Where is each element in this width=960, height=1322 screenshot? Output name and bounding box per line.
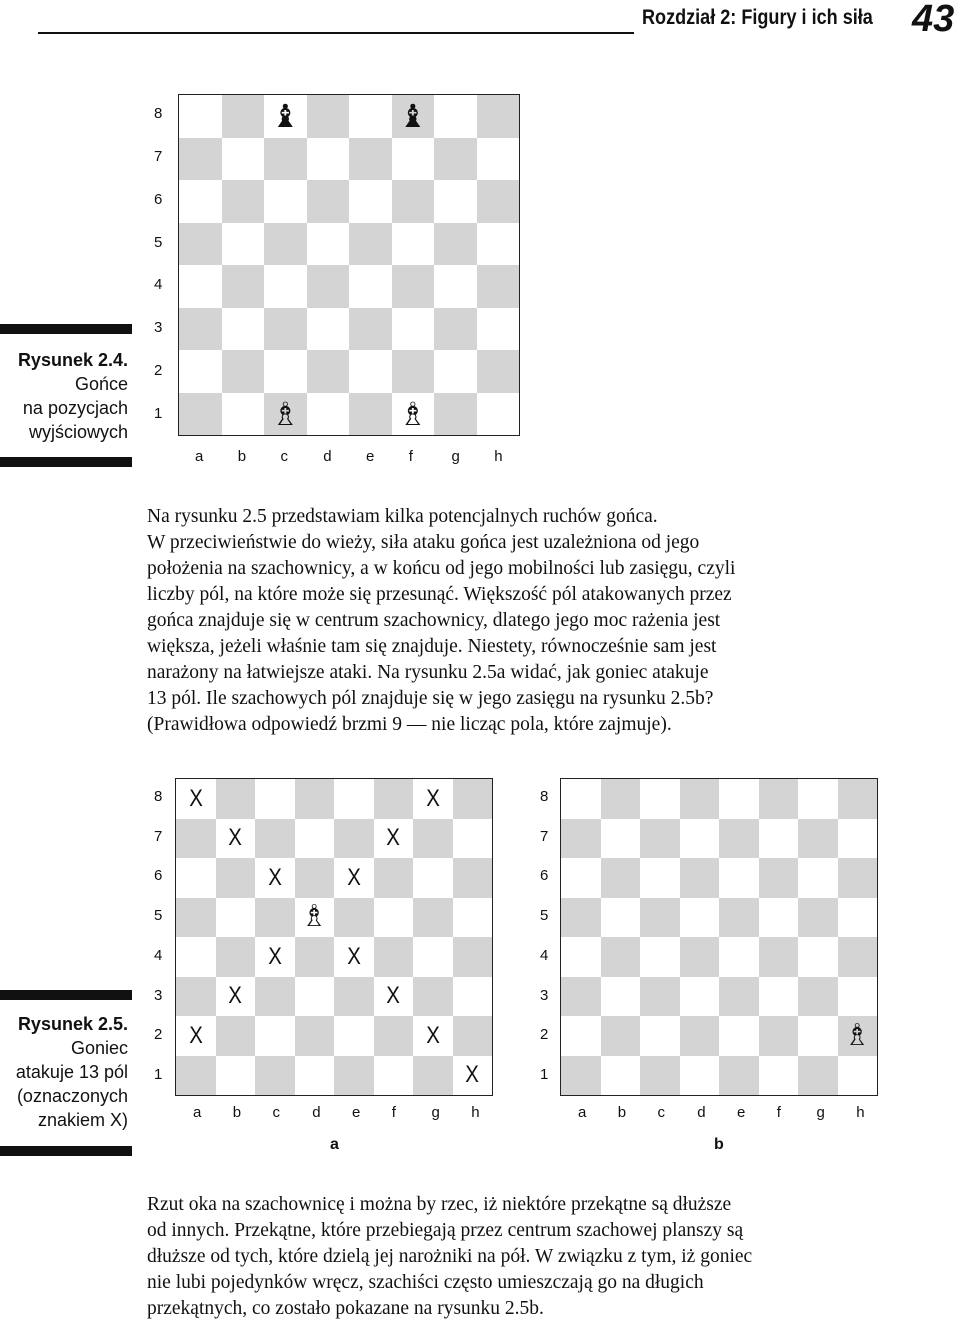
square-f4 (759, 937, 799, 977)
rank-label: 6 (540, 867, 549, 885)
rank-label: 3 (154, 319, 163, 337)
square-a3 (561, 977, 601, 1017)
square-e3 (334, 977, 374, 1017)
square-d2 (295, 1016, 335, 1056)
square-a5 (179, 223, 222, 266)
square-b5 (216, 898, 256, 938)
rank-label: 8 (154, 105, 163, 123)
square-e5 (334, 898, 374, 938)
square-d2 (307, 350, 350, 393)
square-g8 (413, 779, 453, 819)
square-c1 (255, 1056, 295, 1096)
file-label: c (657, 1104, 665, 1121)
square-f4 (392, 265, 435, 308)
attack-mark: X (465, 1061, 480, 1089)
rank-label: 3 (540, 986, 549, 1004)
text-line: gońca znajduje się w centrum szachownicy, dlatego jego moc rażenia jest (147, 610, 721, 631)
square-g5 (413, 898, 453, 938)
square-c8 (264, 95, 307, 138)
rank-label: 5 (154, 233, 163, 251)
figure-2-5-title: Rysunek 2.5. (17, 1014, 128, 1034)
square-d7 (295, 819, 335, 859)
square-g5 (798, 898, 838, 938)
caption-rule-top (0, 990, 132, 1000)
square-g7 (413, 819, 453, 859)
square-g3 (413, 977, 453, 1017)
square-h8 (477, 95, 520, 138)
attack-mark: X (425, 1021, 440, 1049)
rank-label: 7 (540, 827, 549, 845)
rank-label: 4 (540, 946, 549, 964)
square-e6 (349, 180, 392, 223)
attack-mark: X (267, 942, 282, 970)
square-g3 (798, 977, 838, 1017)
square-h1 (838, 1056, 878, 1096)
text-line: Rzut oka na szachownicę i można by rzec, iż niektóre przekątne są dłuższe (147, 1194, 732, 1215)
square-d6 (307, 180, 350, 223)
square-d4 (295, 937, 335, 977)
square-d4 (307, 265, 350, 308)
rank-label: 2 (154, 1026, 163, 1044)
square-b1 (222, 393, 265, 436)
square-b2 (216, 1016, 256, 1056)
white-bishop-icon: ♗ (843, 1017, 871, 1053)
square-a7 (179, 138, 222, 181)
square-a2 (561, 1016, 601, 1056)
square-d6 (295, 858, 335, 898)
square-h5 (838, 898, 878, 938)
square-c2 (264, 350, 307, 393)
square-f6 (392, 180, 435, 223)
file-label: e (737, 1104, 746, 1121)
attack-mark: X (188, 1021, 203, 1049)
attack-mark: X (267, 863, 282, 891)
square-a8 (561, 779, 601, 819)
square-g6 (434, 180, 477, 223)
file-label: b (232, 1104, 242, 1121)
file-label: e (366, 448, 375, 465)
square-f6 (759, 858, 799, 898)
square-c6 (255, 858, 295, 898)
file-label: c (280, 448, 288, 465)
rank-label: 5 (154, 907, 163, 925)
square-e5 (719, 898, 759, 938)
square-f3 (392, 308, 435, 351)
square-e7 (719, 819, 759, 859)
figure-2-4-caption (0, 348, 128, 444)
square-a8 (176, 779, 216, 819)
square-e2 (719, 1016, 759, 1056)
file-label: g (431, 1104, 440, 1121)
rank-label: 5 (540, 907, 549, 925)
square-h6 (838, 858, 878, 898)
square-b1 (216, 1056, 256, 1096)
square-h2 (453, 1016, 493, 1056)
file-label: d (697, 1104, 706, 1121)
square-h8 (453, 779, 493, 819)
square-c1 (264, 393, 307, 436)
text-line: od innych. Przekątne, które przebiegają przez centrum szachowej planszy są (147, 1220, 744, 1241)
rank-label: 1 (154, 1066, 163, 1084)
file-label: g (816, 1104, 825, 1121)
square-d2 (680, 1016, 720, 1056)
square-f6 (374, 858, 414, 898)
square-f1 (374, 1056, 414, 1096)
file-label: d (312, 1104, 321, 1121)
text-line: dłuższe od tych, które dzielą jej narożniki na pół. W związku z tym, iż goniec (147, 1246, 753, 1267)
square-g3 (434, 308, 477, 351)
white-bishop-icon: ♗ (398, 394, 428, 433)
square-f7 (374, 819, 414, 859)
caption-line: Goniec (70, 1038, 128, 1058)
file-label: f (776, 1104, 781, 1121)
square-f2 (392, 350, 435, 393)
square-g8 (798, 779, 838, 819)
square-f8 (759, 779, 799, 819)
attack-mark: X (346, 863, 361, 891)
rank-label: 2 (154, 361, 163, 379)
square-b4 (601, 937, 641, 977)
white-bishop-icon: ♗ (300, 899, 328, 935)
rank-label: 2 (540, 1026, 549, 1044)
square-e4 (349, 265, 392, 308)
square-g7 (434, 138, 477, 181)
square-b8 (222, 95, 265, 138)
rank-label: 4 (154, 276, 163, 294)
square-a7 (561, 819, 601, 859)
rank-label: 6 (154, 867, 163, 885)
square-h7 (838, 819, 878, 859)
square-h3 (477, 308, 520, 351)
attack-mark: X (188, 784, 203, 812)
square-d8 (295, 779, 335, 819)
square-c4 (640, 937, 680, 977)
rank-label: 6 (154, 190, 163, 208)
attack-mark: X (425, 784, 440, 812)
rank-label: 7 (154, 827, 163, 845)
square-c1 (640, 1056, 680, 1096)
square-c8 (640, 779, 680, 819)
square-b4 (216, 937, 256, 977)
caption-line: wyjściowych (28, 422, 128, 442)
square-g4 (798, 937, 838, 977)
square-a7 (176, 819, 216, 859)
square-f5 (759, 898, 799, 938)
square-e6 (334, 858, 374, 898)
chessboard-bishop-attack-b (560, 778, 878, 1096)
square-d7 (307, 138, 350, 181)
square-g5 (434, 223, 477, 266)
square-c2 (640, 1016, 680, 1056)
square-f2 (374, 1016, 414, 1056)
rank-label: 1 (540, 1066, 549, 1084)
square-c4 (264, 265, 307, 308)
square-g4 (434, 265, 477, 308)
square-c5 (255, 898, 295, 938)
rank-label: 3 (154, 986, 163, 1004)
square-d3 (295, 977, 335, 1017)
square-b2 (222, 350, 265, 393)
square-a8 (179, 95, 222, 138)
square-f8 (392, 95, 435, 138)
square-a4 (179, 265, 222, 308)
square-h4 (838, 937, 878, 977)
caption-line: Gońce (74, 374, 128, 394)
square-b2 (601, 1016, 641, 1056)
square-b6 (222, 180, 265, 223)
square-h5 (477, 223, 520, 266)
square-a1 (561, 1056, 601, 1096)
square-d5 (680, 898, 720, 938)
square-f8 (374, 779, 414, 819)
chessboard-bishop-attack-a (175, 778, 493, 1096)
square-b5 (222, 223, 265, 266)
square-f5 (374, 898, 414, 938)
square-f7 (759, 819, 799, 859)
subfigure-label-a: a (330, 1136, 339, 1153)
square-b7 (216, 819, 256, 859)
square-e8 (349, 95, 392, 138)
caption-line: atakuje 13 pól (15, 1062, 128, 1082)
square-h7 (453, 819, 493, 859)
square-b8 (216, 779, 256, 819)
square-e1 (719, 1056, 759, 1096)
square-a1 (176, 1056, 216, 1096)
square-d8 (680, 779, 720, 819)
file-label: g (451, 448, 460, 465)
square-d1 (680, 1056, 720, 1096)
figure-2-5-caption (0, 1012, 128, 1132)
body-paragraph-2 (147, 1192, 907, 1322)
square-e1 (349, 393, 392, 436)
square-a3 (179, 308, 222, 351)
text-line: położenia na szachownicy, a w końcu od jego mobilności lub zasięgu, czyli (147, 558, 736, 579)
square-a4 (176, 937, 216, 977)
caption-rule-bottom (0, 1146, 132, 1156)
square-f2 (759, 1016, 799, 1056)
square-d1 (307, 393, 350, 436)
square-e4 (334, 937, 374, 977)
square-a6 (179, 180, 222, 223)
square-a6 (176, 858, 216, 898)
white-bishop-icon: ♗ (270, 394, 300, 433)
text-line: nie lubi pojedynków wręcz, szachiści często umieszczają go na długich (147, 1272, 704, 1293)
black-bishop-icon: ♝ (398, 97, 428, 136)
rank-label: 8 (154, 787, 163, 805)
square-a2 (176, 1016, 216, 1056)
rank-label: 8 (540, 787, 549, 805)
square-h1 (453, 1056, 493, 1096)
caption-line: znakiem X) (37, 1110, 128, 1130)
rank-label: 4 (154, 946, 163, 964)
chapter-title: Rozdział 2: Figury i ich siła (642, 6, 873, 29)
page-number: 43 (912, 0, 955, 40)
square-c5 (264, 223, 307, 266)
square-g1 (798, 1056, 838, 1096)
square-c8 (255, 779, 295, 819)
square-d3 (307, 308, 350, 351)
subfigure-label-b: b (714, 1136, 724, 1153)
square-f5 (392, 223, 435, 266)
caption-line: na pozycjach (22, 398, 128, 418)
file-label: h (856, 1104, 865, 1121)
header-rule (38, 32, 634, 34)
square-g8 (434, 95, 477, 138)
square-h4 (477, 265, 520, 308)
square-c7 (255, 819, 295, 859)
square-b8 (601, 779, 641, 819)
square-g7 (798, 819, 838, 859)
square-b3 (222, 308, 265, 351)
square-c7 (640, 819, 680, 859)
file-label: a (193, 1104, 202, 1121)
square-g2 (413, 1016, 453, 1056)
square-a2 (179, 350, 222, 393)
caption-rule-top (0, 324, 132, 334)
text-line: (Prawidłowa odpowiedź brzmi 9 — nie licząc pola, które zajmuje). (147, 714, 672, 735)
file-label: h (494, 448, 503, 465)
square-a6 (561, 858, 601, 898)
square-b7 (222, 138, 265, 181)
square-d1 (295, 1056, 335, 1096)
square-a4 (561, 937, 601, 977)
text-line: 13 pól. Ile szachowych pól znajduje się w jego zasięgu na rysunku 2.5b? (147, 688, 714, 709)
square-e7 (349, 138, 392, 181)
square-h3 (838, 977, 878, 1017)
square-h7 (477, 138, 520, 181)
chessboard-starting-bishops (178, 94, 520, 436)
square-g1 (434, 393, 477, 436)
square-b4 (222, 265, 265, 308)
square-g1 (413, 1056, 453, 1096)
file-label: d (323, 448, 332, 465)
file-label: b (237, 448, 247, 465)
square-g6 (798, 858, 838, 898)
square-f7 (392, 138, 435, 181)
attack-mark: X (228, 982, 243, 1010)
square-f3 (374, 977, 414, 1017)
square-e8 (334, 779, 374, 819)
text-line: W przeciwieństwie do wieży, siła ataku gońca jest uzależniona od jego (147, 532, 700, 553)
square-c7 (264, 138, 307, 181)
square-a5 (561, 898, 601, 938)
black-bishop-icon: ♝ (270, 97, 300, 136)
square-c3 (640, 977, 680, 1017)
square-d5 (295, 898, 335, 938)
file-label: a (578, 1104, 587, 1121)
square-e7 (334, 819, 374, 859)
square-h8 (838, 779, 878, 819)
square-d4 (680, 937, 720, 977)
attack-mark: X (346, 942, 361, 970)
square-b1 (601, 1056, 641, 1096)
text-line: większa, jeżeli właśnie tam się znajduje. Niestety, równocześnie sam jest (147, 636, 717, 657)
square-d7 (680, 819, 720, 859)
square-e3 (349, 308, 392, 351)
square-h2 (838, 1016, 878, 1056)
file-label: e (352, 1104, 361, 1121)
rank-label: 7 (154, 148, 163, 166)
square-g2 (434, 350, 477, 393)
caption-rule-bottom (0, 457, 132, 467)
text-line: przekątnych, co zostało pokazane na rysunku 2.5b. (147, 1298, 544, 1319)
square-e5 (349, 223, 392, 266)
square-a3 (176, 977, 216, 1017)
square-e8 (719, 779, 759, 819)
square-h6 (477, 180, 520, 223)
file-label: h (471, 1104, 480, 1121)
square-c6 (264, 180, 307, 223)
attack-mark: X (386, 982, 401, 1010)
attack-mark: X (386, 824, 401, 852)
square-e4 (719, 937, 759, 977)
square-b6 (601, 858, 641, 898)
square-e1 (334, 1056, 374, 1096)
square-b6 (216, 858, 256, 898)
square-d8 (307, 95, 350, 138)
text-line: narażony na łatwiejsze ataki. Na rysunku 2.5a widać, jak goniec atakuje (147, 662, 709, 683)
square-d6 (680, 858, 720, 898)
square-h1 (477, 393, 520, 436)
square-e2 (334, 1016, 374, 1056)
square-a1 (179, 393, 222, 436)
square-g4 (413, 937, 453, 977)
square-h6 (453, 858, 493, 898)
text-line: Na rysunku 2.5 przedstawiam kilka potencjalnych ruchów gońca. (147, 506, 658, 527)
square-f1 (392, 393, 435, 436)
square-h4 (453, 937, 493, 977)
attack-mark: X (228, 824, 243, 852)
square-c6 (640, 858, 680, 898)
square-h2 (477, 350, 520, 393)
square-g6 (413, 858, 453, 898)
file-label: b (617, 1104, 627, 1121)
file-label: c (272, 1104, 280, 1121)
square-b3 (601, 977, 641, 1017)
caption-line: (oznaczonych (16, 1086, 128, 1106)
square-g2 (798, 1016, 838, 1056)
square-e3 (719, 977, 759, 1017)
square-e2 (349, 350, 392, 393)
square-f3 (759, 977, 799, 1017)
square-c3 (264, 308, 307, 351)
text-line: liczby pól, na które może się przesunąć. Większość pól atakowanych przez (147, 584, 732, 605)
square-h5 (453, 898, 493, 938)
square-c3 (255, 977, 295, 1017)
square-c2 (255, 1016, 295, 1056)
figure-2-4-title: Rysunek 2.4. (17, 350, 128, 370)
square-b3 (216, 977, 256, 1017)
square-d5 (307, 223, 350, 266)
square-f1 (759, 1056, 799, 1096)
square-b5 (601, 898, 641, 938)
square-a5 (176, 898, 216, 938)
square-c4 (255, 937, 295, 977)
square-c5 (640, 898, 680, 938)
square-d3 (680, 977, 720, 1017)
file-label: f (391, 1104, 396, 1121)
file-label: a (195, 448, 204, 465)
body-paragraph-1 (147, 504, 907, 738)
file-label: f (408, 448, 413, 465)
square-e6 (719, 858, 759, 898)
square-f4 (374, 937, 414, 977)
rank-label: 1 (154, 404, 163, 422)
square-h3 (453, 977, 493, 1017)
square-b7 (601, 819, 641, 859)
